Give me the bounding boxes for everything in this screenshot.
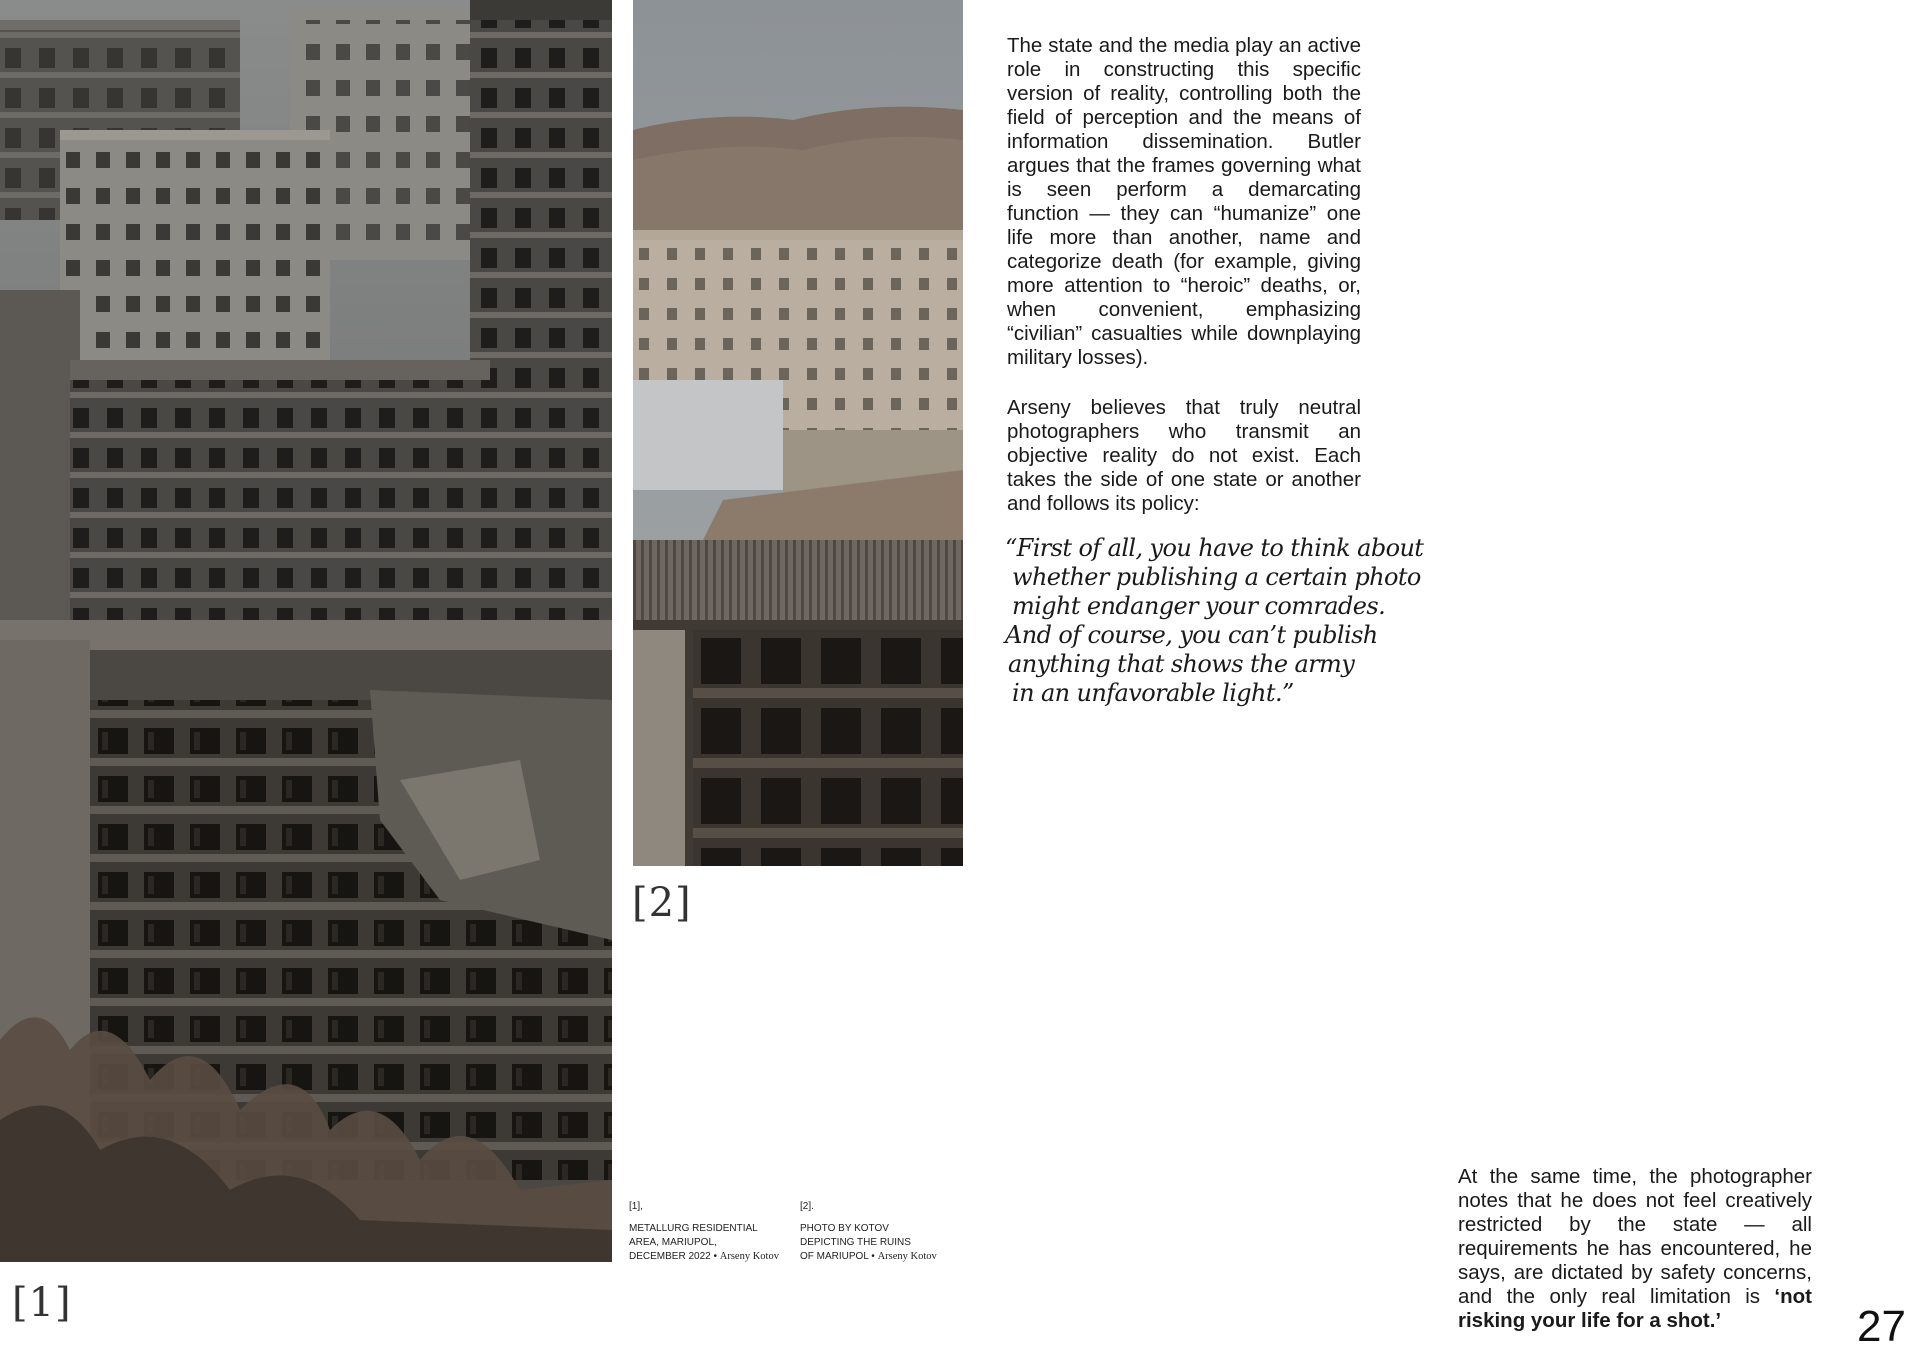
caption-location: OF MARIUPOL •: [800, 1251, 875, 1262]
quote-line: And of course, you can’t publish: [1005, 621, 1378, 649]
article-paragraph-2: Arseny believes that truly neutral photographers who transmit an objective reality do not exist. Each takes the side of one state or another and follows its policy:: [1007, 396, 1361, 515]
caption-line: METALLURG RESIDENTIAL: [629, 1223, 758, 1234]
caption-line: PHOTO BY KOTOV: [800, 1223, 889, 1234]
photo-metallurg-residential: [0, 0, 612, 1262]
page-number: 27: [1857, 1302, 1906, 1351]
paragraph-3-lead: At the same time, the photographer notes that he does not feel creatively restricted by the state — all requirements he has encountered, he says, are dictated by safety concerns, and the only real limitation is: [1458, 1165, 1812, 1308]
quote-line: “First of all, you have to think about: [1005, 534, 1424, 562]
article-paragraph-3: [1458, 1165, 1812, 1333]
caption-index: [2].: [800, 1201, 814, 1212]
caption-line: DEPICTING THE RUINS: [800, 1237, 911, 1248]
quote-line: whether publishing a certain photo: [1012, 563, 1421, 591]
caption-credit: Arseny Kotov: [877, 1251, 937, 1262]
caption-credit: Arseny Kotov: [719, 1251, 779, 1262]
paragraph-3-emphasis: ‘not risking your life for a shot.’: [1458, 1285, 1812, 1332]
caption-photo-1: [629, 1200, 799, 1264]
caption-date: DECEMBER 2022 •: [629, 1251, 717, 1262]
caption-line: AREA, MARIUPOL,: [629, 1237, 717, 1248]
caption-photo-2: [800, 1200, 970, 1264]
photo-ruins-of-mariupol: [633, 0, 963, 866]
pull-quote: [1005, 534, 1424, 708]
caption-index: [1],: [629, 1201, 643, 1212]
plate-number-2: [2]: [632, 880, 692, 926]
quote-line: anything that shows the army: [1008, 650, 1355, 678]
quote-line: in an unfavorable light.”: [1012, 679, 1294, 707]
plate-number-1: [1]: [12, 1280, 72, 1326]
caption-line: [800, 1250, 970, 1264]
article-paragraph-1: The state and the media play an active role in constructing this specific version of reality, controlling both the field of perception and the means of information dissemination. Butler argues that the frames governing what is seen perform a demarcating function — they can “humanize” one life more than another, name and categorize death (for example, giving more attention to “heroic” deaths, or, when convenient, emphasizing “civilian” casualties while downplaying military losses).: [1007, 34, 1361, 369]
quote-line: might endanger your comrades.: [1012, 592, 1386, 620]
caption-line: [629, 1250, 799, 1264]
